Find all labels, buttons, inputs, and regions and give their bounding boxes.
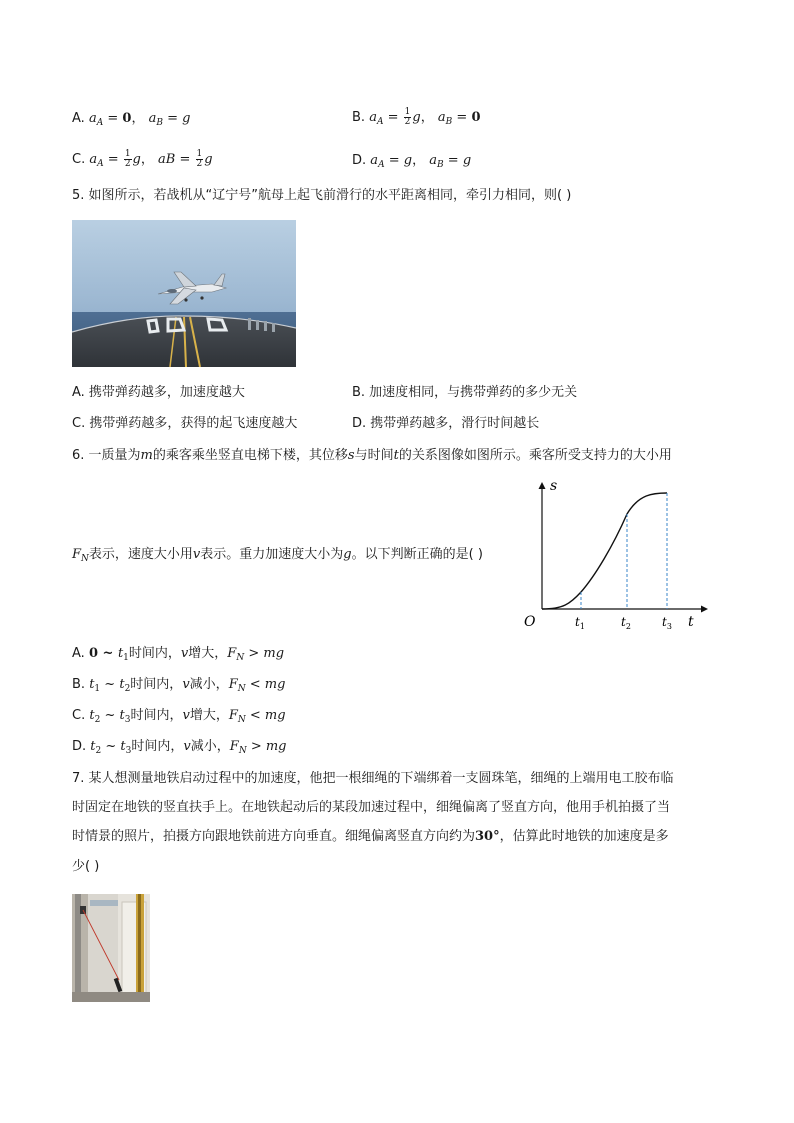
half-fraction: $\frac{1}{2}$ — [196, 149, 203, 169]
q6-stem-line2: $F_N$表示，速度大小用v表示。重力加速度大小为g。以下判断正确的是( ) — [72, 547, 483, 564]
q7-stem-line4: 少( ) — [72, 859, 100, 874]
q6-option-b: B. $t_1$ ~ $t_2$时间内，v减小，$F_N$ < mg — [72, 677, 286, 694]
q4-option-a: A. $a_A = 0$， $a_B = g$ — [72, 111, 191, 128]
q4-option-d: D. $a_A = g$， $a_B = g$ — [352, 153, 472, 170]
q5-option-a: A. 携带弹药越多，加速度越大 — [72, 385, 245, 400]
half-fraction: $\frac{1}{2}$ — [124, 149, 131, 169]
carrier-jet-photo — [72, 220, 296, 367]
q6-option-a: A. 0 ~ $t_1$时间内，v增大，$F_N$ > mg — [72, 646, 285, 663]
q7-stem-line1: 7. 某人想测量地铁启动过程中的加速度，他把一根细绳的下端绑着一支圆珠笔，细绳的上端用电工胶布临 — [72, 771, 674, 786]
t1-label: $t_1$ — [575, 615, 585, 631]
s-axis-arrow — [539, 482, 546, 489]
t-axis-label: t — [688, 614, 694, 630]
q6-option-d: D. $t_2$ ~ $t_3$时间内，v减小，$F_N$ > mg — [72, 739, 287, 756]
q5-option-c: C. 携带弹药越多，获得的起飞速度越大 — [72, 416, 298, 431]
half-fraction: $\frac{1}{2}$ — [404, 107, 411, 127]
q5-option-d: D. 携带弹药越多，滑行时间越长 — [352, 416, 540, 431]
q7-stem-line3: 时情景的照片，拍摄方向跟地铁前进方向垂直。细绳偏离竖直方向约为30°，估算此时地铁的加速度是多 — [72, 829, 669, 844]
s-axis-label: s — [550, 478, 558, 494]
q4-option-c: C. $a_A$ = $\frac{1}{2}$ g， aB = $\frac{1}{2}$ g — [72, 149, 213, 169]
s-t-curve — [542, 493, 667, 609]
q4-option-b: B. $a_A$ = $\frac{1}{2}$ g， $a_B = 0$ — [352, 107, 481, 127]
origin-label: O — [524, 614, 536, 630]
q5-option-b: B. 加速度相同，与携带弹药的多少无关 — [352, 385, 578, 400]
subway-pendulum-photo — [72, 894, 150, 1002]
q6-option-c: C. $t_2$ ~ $t_3$时间内，v增大，$F_N$ < mg — [72, 708, 286, 725]
t-axis-arrow — [701, 606, 708, 613]
t3-label: $t_3$ — [662, 615, 672, 631]
q6-stem: 6. 一质量为m的乘客乘坐竖直电梯下楼，其位移s与时间t的关系图像如图所示。乘客所受支持力的大小用 — [72, 448, 672, 463]
t2-label: $t_2$ — [621, 615, 631, 631]
s-t-graph — [515, 474, 715, 634]
q5-stem: 5. 如图所示，若战机从“辽宁号”航母上起飞前滑行的水平距离相同，牵引力相同，则( ) — [72, 188, 572, 203]
q7-stem-line2: 时固定在地铁的竖直扶手上。在地铁起动后的某段加速过程中，细绳偏离了竖直方向，他用手机拍摄了当 — [72, 800, 671, 815]
